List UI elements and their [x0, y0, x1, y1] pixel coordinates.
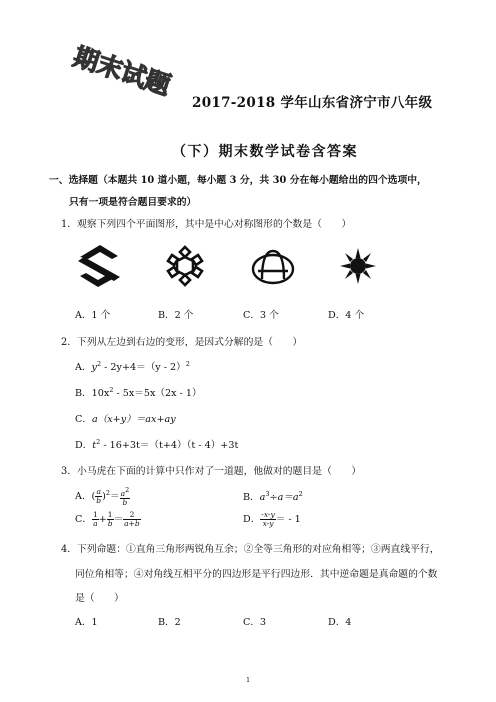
section-heading: 一、选择题（本题共 10 道小题，每小题 3 分，共 30 分在每小题给出的四个选项中，	[49, 175, 427, 186]
section-heading-cont: 只有一项是符合题目要求的）	[69, 197, 197, 208]
title-line-2: （下）期末数学试卷含答案	[172, 144, 358, 160]
question-1-stem: 1．观察下列四个平面图形，其中是中心对称图形的个数是（ ）	[61, 219, 352, 230]
page-number: 1	[246, 676, 251, 684]
title-line-1: 2017-2018 学年山东省济宁市八年级	[192, 95, 433, 111]
question-4-line-1: 4．下列命题：①直角三角形两锐角互余；②全等三角形的对应角相等；③两直线平行，	[61, 544, 440, 555]
question-3-stem: 3．小马虎在下面的计算中只作对了一道题，他做对的题目是（ ）	[61, 466, 362, 477]
sun-star-icon	[333, 243, 383, 289]
ring-arch-icon	[248, 243, 298, 289]
q2-option-b: B．$10x^2 - 5x=5x(2x - 1)$	[75, 386, 202, 399]
question-4-line-2: 同位角相等；④对角线互相平分的四边形是平行四边形．其中逆命题是真命题的个数	[75, 569, 438, 580]
q1-option-b: B．2 个	[158, 310, 194, 321]
exam-logo-icon	[64, 36, 182, 106]
q3-option-b: B．$a^3\div a=a^2$	[243, 490, 303, 503]
q4-option-d: D．4	[328, 617, 352, 628]
q4-option-a: A．1	[75, 617, 98, 628]
q3-option-a: A．( $\frac{a}{b}$ )$^2$＝ $\frac{a^2}{b}$	[75, 486, 130, 507]
q4-option-c: C．3	[243, 617, 267, 628]
q3-option-d: D． $\frac{-x-y}{x-y}$ ＝ - 1	[243, 510, 301, 528]
q1-option-c: C．3 个	[243, 310, 279, 321]
hexagon-flower-icon	[160, 243, 210, 289]
question-4-line-3: 是（ ）	[75, 593, 124, 604]
q2-option-a: A．$y^2 - 2y+4=(y - 2)^2$	[75, 360, 190, 373]
svg-text:期末试题: 期末试题	[69, 41, 174, 101]
question-2-stem: 2．下列从左边到右边的变形，是因式分解的是（ ）	[61, 337, 303, 348]
q4-option-b: B．2	[158, 617, 181, 628]
q2-option-c: C．a（x+y）＝ax+ay	[75, 414, 176, 425]
q1-option-d: D．4 个	[328, 310, 365, 321]
q1-option-a: A．1 个	[75, 310, 111, 321]
suzuki-logo-icon	[74, 243, 124, 289]
q2-option-d: D．$t^2 - 16+3t=(t+4)(t - 4)+3t$	[75, 438, 239, 451]
q3-option-c: C． $\frac{1}{a}$ + $\frac{1}{b}$ ＝ $\frac{2}{a+b}$	[75, 510, 140, 528]
